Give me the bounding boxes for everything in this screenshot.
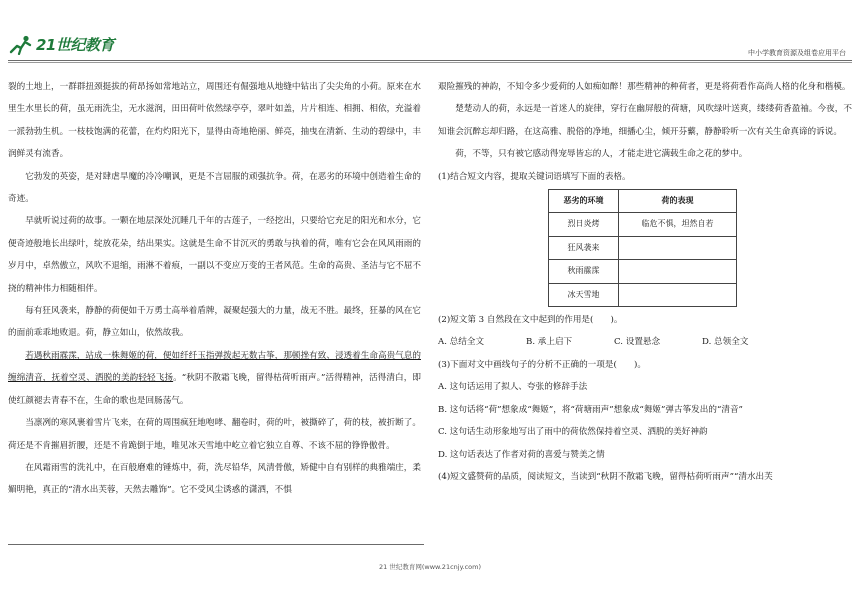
option-b[interactable]: B. 承上启下 bbox=[526, 337, 573, 348]
platform-name: 中小学教育资源及组卷应用平台 bbox=[748, 49, 846, 57]
paragraph: 楚楚动人的荷，永远是一首迷人的旋律，穿行在幽屏般的荷塘，风吹绿叶送爽，缕缕荷香盈袖。今夜，不知谁会沉醉忘却归路，在这高雅、脱俗的净地，细播心尘，倾开芬蘩，静静聆听一次有关生命真谛的诉说。 bbox=[438, 104, 852, 137]
option-d[interactable]: D. 总领全文 bbox=[702, 337, 749, 348]
answer-blank-cell[interactable] bbox=[619, 260, 737, 283]
table-header: 恶劣的环境 bbox=[549, 190, 619, 213]
answer-table bbox=[548, 189, 737, 307]
table-row bbox=[549, 283, 737, 306]
paragraph: 裂的土地上，一群群扭颈挺拔的荷昂扬如常地站立，周围还有倔强地从地缝中钻出了尖尖角的小荷。原来在水里生水里长的荷，虽无雨洗尘，无水滋润，田田荷叶依然绿亭亭，翠叶如盖，片片相连、相拥、相依，充溢着一派勃勃生机。一枝枝饱满的花蕾，在灼灼阳光下，显得由奇地艳丽、鲜亮，抽曳在清新、生动的碧绿中，丰润鲜灵有流香。 bbox=[8, 82, 421, 160]
header-divider bbox=[8, 60, 852, 61]
site-logo bbox=[8, 34, 114, 55]
page-header bbox=[0, 0, 860, 64]
answer-blank-cell[interactable] bbox=[619, 283, 737, 306]
underlined-sentence: 若遇秋雨霡霂，站成一株舞姬的荷，便如纤纤玉指弹拨起无数古筝，那顿挫有致、浸透着生命高贵气息的缠绵清音，抚着空灵、洒脱的美韵轻轻飞扬 bbox=[8, 350, 421, 384]
paragraph-rest: 。“秋阴不散霜飞晚，留得枯荷听雨声。”活得精神，活得清白，即使红颜褪去青春不在，生命的歌也是回肠荡气。 bbox=[8, 373, 421, 406]
right-column bbox=[438, 76, 852, 488]
question-3: (3)下面对文中画线句子的分析不正确的一项是( )。 bbox=[438, 359, 646, 370]
option-d[interactable]: D. 这句话表达了作者对荷的喜爱与赞美之情 bbox=[438, 449, 605, 460]
table-header: 荷的表现 bbox=[619, 190, 737, 213]
table-cell: 冰天雪地 bbox=[549, 283, 619, 306]
table-row bbox=[549, 260, 737, 283]
answer-blank-cell[interactable] bbox=[619, 236, 737, 259]
header-divider-secondary bbox=[8, 62, 852, 63]
question-4: (4)短文盛赞荷的品质，阅读短文，当读到“秋阴不散霜飞晚，留得枯荷听雨声”“清水出芙 bbox=[438, 471, 773, 482]
table-row bbox=[549, 213, 737, 236]
paragraph: 早就听说过荷的故事。一颗在地层深处沉睡几千年的古莲子，一经挖出，只要给它充足的阳光和水分，它便奇迹般地长出绿叶，绽放花朵，结出果实。这就是生命不甘沉灭的勇敢与执着的荷，唯有它会在风风雨雨的岁月中，卓然傲立，风吹不退缩，雨淋不着痕，一副以不变应万变的王者风范。生命的高贵、圣洁与它不屈不挠的精神伟力相随相伴。 bbox=[8, 216, 421, 294]
page-footer: 21 世纪教育网(www.21cnjy.com) bbox=[379, 563, 481, 571]
paragraph: 在风霜雨雪的洗礼中，在百般磨难的锤炼中，荷，洗尽铅华，风清骨傲，矫健中自有别样的典雅端庄，柔媚明艳，真正的“清水出芙蓉，天然去雕饰”。它不受风尘诱惑的潇洒，不惧 bbox=[8, 462, 421, 496]
table-cell: 烈日炎烤 bbox=[549, 213, 619, 236]
paragraph-with-underline bbox=[8, 345, 421, 412]
runner-logo-icon bbox=[8, 35, 34, 55]
paragraph: 当凛冽的寒风裹着雪片飞来，在荷的周围疯狂地咆哮、翻卷时，荷的叶，被撕碎了，荷的枝，被折断了。荷还是不肯摧眉折腰，还是不肯跪倒于地，唯见冰天雪地中屹立着它独立自尊、不该不屈的铮铮傲骨。 bbox=[8, 418, 421, 451]
question-2: (2)短文第 3 自然段在文中起到的作用是( )。 bbox=[438, 315, 623, 326]
paragraph: 荷，不等，只有被它感动得宠辱皆忘的人，才能走进它满载生命之花的梦中。 bbox=[455, 149, 748, 160]
table-row bbox=[549, 236, 737, 259]
option-c[interactable]: C. 设置悬念 bbox=[614, 337, 661, 348]
option-a[interactable]: A. 这句话运用了拟人、夸张的修辞手法 bbox=[438, 382, 588, 393]
paragraph: 它勃发的英姿，是对肆虐旱魔的冷冷嘲讽，更是不言屈服的顽强抗争。荷，在恶劣的环境中创造着生命的奇迹。 bbox=[8, 171, 421, 205]
paragraph: 艰险摧残的神韵，不知令多少爱荷的人如痴如醉！那些精神的种荷者，更是将荷看作高尚人格的化身和楷模。 bbox=[438, 82, 851, 92]
left-column bbox=[8, 76, 421, 502]
option-c[interactable]: C. 这句话生动形象地写出了雨中的荷依然保持着空灵、洒脱的美好神韵 bbox=[438, 427, 708, 438]
logo-text: 21世纪教育 bbox=[36, 36, 114, 54]
option-b[interactable]: B. 这句话将“荷”想象成“舞姬”，将“荷塘雨声”想象成“舞姬”弹古筝发出的“清音” bbox=[438, 404, 743, 415]
question-1: (1)结合短文内容，提取关键词语填写下面的表格。 bbox=[438, 171, 631, 182]
paragraph: 每有狂风袭来，静静的荷便如千万勇士高举着盾牌，凝聚起强大的力量，战无不胜。最终，狂暴的风在它的面前乖乖地败退。荷，静立如山，依然故我。 bbox=[8, 306, 421, 339]
table-cell: 秋雨霡霂 bbox=[549, 260, 619, 283]
table-cell: 狂风袭来 bbox=[549, 236, 619, 259]
table-cell: 临危不惧，坦然自若 bbox=[619, 213, 737, 236]
question-2-options bbox=[438, 331, 852, 353]
footer-divider bbox=[8, 544, 424, 545]
option-a[interactable]: A. 总结全文 bbox=[438, 337, 485, 348]
